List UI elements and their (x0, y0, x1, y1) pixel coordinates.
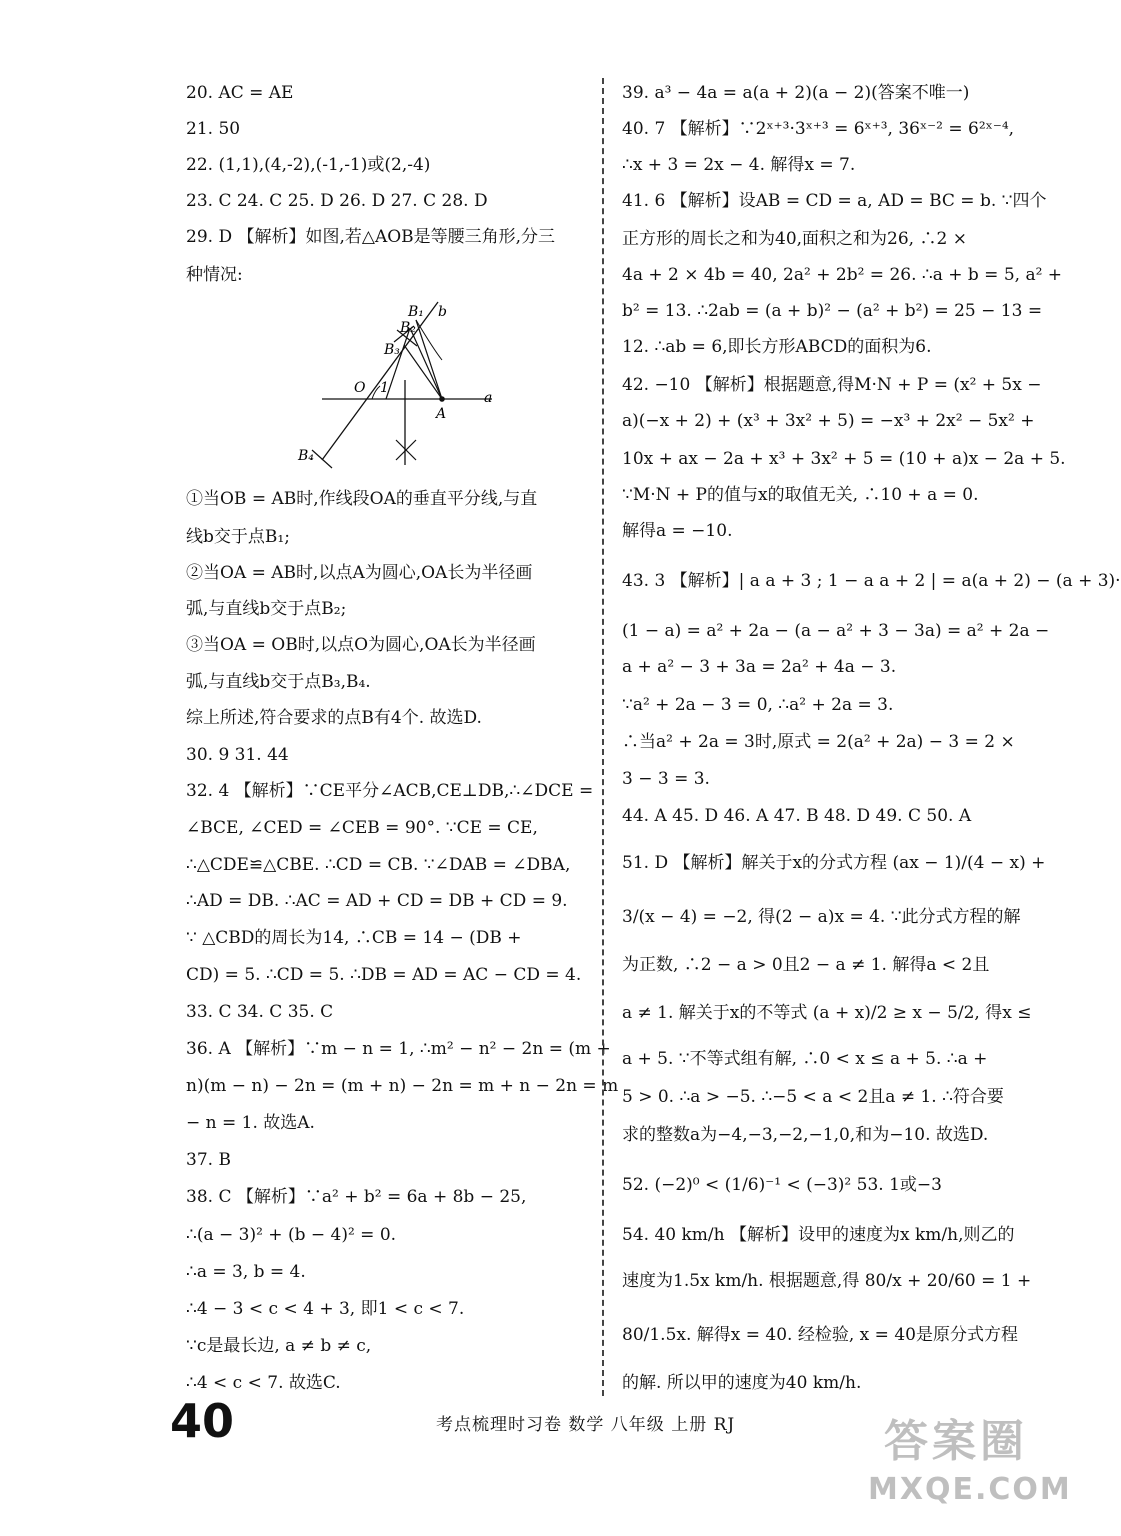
figure-label: A (436, 406, 447, 422)
answer-line: 为正数, ∴2 − a > 0且2 − a ≠ 1. 解得a < 2且 (622, 955, 990, 975)
figure-label: 1 (380, 380, 389, 396)
answer-line: ∵c是最长边, a ≠ b ≠ c, (186, 1336, 372, 1356)
answer-line: 43. 3 【解析】| a a + 3 ; 1 − a a + 2 | = a(a + 2) − (a + 3)· (622, 571, 1121, 591)
answer-line: ②当OA = AB时,以点A为圆心,OA长为半径画 (186, 563, 533, 583)
answer-line: 4a + 2 × 4b = 40, 2a² + 2b² = 26. ∴a + b = 5, a² + (622, 265, 1063, 285)
answer-line: 种情况: (186, 265, 243, 285)
watermark-url: MXQE.COM (868, 1472, 1072, 1507)
answer-line: 速度为1.5x km/h. 根据题意,得 80/x + 20/60 = 1 + (622, 1271, 1032, 1291)
answer-line: b² = 13. ∴2ab = (a + b)² − (a² + b²) = 25 − 13 = (622, 301, 1043, 321)
answer-line: 41. 6 【解析】设AB = CD = a, AD = BC = b. ∵四个 (622, 191, 1047, 211)
answer-line: 36. A 【解析】∵m − n = 1, ∴m² − n² − 2n = (m + (186, 1039, 611, 1059)
answer-line: ∴4 < c < 7. 故选C. (186, 1373, 341, 1393)
answer-line: 29. D 【解析】如图,若△AOB是等腰三角形,分三 (186, 227, 556, 247)
answer-line: ∵a² + 2a − 3 = 0, ∴a² + 2a = 3. (622, 695, 894, 715)
answer-line: 20. AC = AE (186, 83, 294, 103)
column-divider (602, 78, 604, 1396)
answer-line: 37. B (186, 1150, 231, 1170)
answer-line: 综上所述,符合要求的点B有4个. 故选D. (186, 708, 482, 728)
answer-line: − n = 1. 故选A. (186, 1113, 315, 1133)
footer-text: 考点梳理时习卷 数学 八年级 上册 RJ (436, 1415, 736, 1435)
answer-line: 21. 50 (186, 119, 241, 139)
answer-line: 弧,与直线b交于点B₃,B₄. (186, 672, 371, 692)
answer-line: ①当OB = AB时,作线段OA的垂直平分线,与直 (186, 489, 538, 509)
answer-line: 解得a = −10. (622, 521, 733, 541)
answer-line: CD) = 5. ∴CD = 5. ∴DB = AD = AC − CD = 4. (186, 965, 582, 985)
figure-label: a (484, 390, 493, 406)
answer-line: a + 5. ∵不等式组有解, ∴0 < x ≤ a + 5. ∴a + (622, 1049, 988, 1069)
answer-line: a)(−x + 2) + (x³ + 3x² + 5) = −x³ + 2x² − 5x² + (622, 411, 1035, 431)
answer-line: 的解. 所以甲的速度为40 km/h. (622, 1373, 862, 1393)
figure-label: B₄ (298, 448, 314, 464)
answer-line: a ≠ 1. 解关于x的不等式 (a + x)/2 ≥ x − 5/2, 得x ≤ (622, 1003, 1032, 1023)
page-number: 40 (170, 1394, 235, 1448)
figure-label: B₁ (408, 304, 424, 320)
answer-line: 52. (−2)⁰ < (1/6)⁻¹ < (−3)² 53. 1或−3 (622, 1175, 942, 1195)
answer-line: 23. C 24. C 25. D 26. D 27. C 28. D (186, 191, 488, 211)
answer-line: 3/(x − 4) = −2, 得(2 − a)x = 4. ∵此分式方程的解 (622, 907, 1021, 927)
answer-line: 54. 40 km/h 【解析】设甲的速度为x km/h,则乙的 (622, 1225, 1015, 1245)
geometry-figure (292, 290, 512, 480)
answer-line: ∴当a² + 2a = 3时,原式 = 2(a² + 2a) − 3 = 2 × (622, 732, 1015, 752)
answer-line: ∴x + 3 = 2x − 4. 解得x = 7. (622, 155, 856, 175)
answer-line: ∠BCE, ∠CED = ∠CEB = 90°. ∵CE = CE, (186, 818, 538, 838)
answer-line: 40. 7 【解析】∵2ˣ⁺³·3ˣ⁺³ = 6ˣ⁺³, 36ˣ⁻² = 6²ˣ⁻⁴, (622, 119, 1015, 139)
answer-line: 求的整数a为−4,−3,−2,−1,0,和为−10. 故选D. (622, 1125, 989, 1145)
figure-label: b (438, 304, 447, 320)
answer-line: 10x + ax − 2a + x³ + 3x² + 5 = (10 + a)x − 2a + 5. (622, 449, 1066, 469)
answer-line: 51. D 【解析】解关于x的分式方程 (ax − 1)/(4 − x) + (622, 853, 1046, 873)
answer-line: ③当OA = OB时,以点O为圆心,OA长为半径画 (186, 635, 536, 655)
answer-line: 30. 9 31. 44 (186, 745, 289, 765)
answer-line: ∴(a − 3)² + (b − 4)² = 0. (186, 1225, 397, 1245)
answer-line: 5 > 0. ∴a > −5. ∴−5 < a < 2且a ≠ 1. ∴符合要 (622, 1087, 1004, 1107)
answer-line: ∵ △CBD的周长为14, ∴CB = 14 − (DB + (186, 928, 522, 948)
answer-line: ∴AD = DB. ∴AC = AD + CD = DB + CD = 9. (186, 891, 568, 911)
answer-line: 正方形的周长之和为40,面积之和为26, ∴2 × (622, 229, 967, 249)
answer-line: 32. 4 【解析】∵CE平分∠ACB,CE⊥DB,∴∠DCE = (186, 781, 594, 801)
answer-line: a + a² − 3 + 3a = 2a² + 4a − 3. (622, 657, 897, 677)
answer-line: 弧,与直线b交于点B₂; (186, 599, 347, 619)
answer-line: n)(m − n) − 2n = (m + n) − 2n = m + n − 2n = m (186, 1076, 619, 1096)
answer-line: ∴4 − 3 < c < 4 + 3, 即1 < c < 7. (186, 1299, 465, 1319)
answer-line: ∴a = 3, b = 4. (186, 1262, 306, 1282)
figure-label: O (354, 380, 366, 396)
answer-line: 80/1.5x. 解得x = 40. 经检验, x = 40是原分式方程 (622, 1325, 1018, 1345)
answer-line: 33. C 34. C 35. C (186, 1002, 334, 1022)
answer-line: 3 − 3 = 3. (622, 769, 710, 789)
watermark-logo (868, 1414, 1072, 1510)
figure-label: B₃ (384, 342, 400, 358)
answer-line: 22. (1,1),(4,-2),(-1,-1)或(2,-4) (186, 155, 431, 175)
answer-line: 12. ∴ab = 6,即长方形ABCD的面积为6. (622, 337, 932, 357)
answer-line: (1 − a) = a² + 2a − (a − a² + 3 − 3a) = a² + 2a − (622, 621, 1050, 641)
answer-line: ∵M·N + P的值与x的取值无关, ∴10 + a = 0. (622, 485, 979, 505)
answer-line: 44. A 45. D 46. A 47. B 48. D 49. C 50. A (622, 806, 972, 826)
answer-line: ∴△CDE≌△CBE. ∴CD = CB. ∵∠DAB = ∠DBA, (186, 855, 571, 875)
answer-line: 线b交于点B₁; (186, 527, 290, 547)
figure-label: B₂ (400, 320, 416, 336)
answer-line: 39. a³ − 4a = a(a + 2)(a − 2)(答案不唯一) (622, 83, 970, 103)
watermark-title: 答案圈 (884, 1416, 1028, 1467)
answer-line: 42. −10 【解析】根据题意,得M·N + P = (x² + 5x − (622, 375, 1042, 395)
answer-line: 38. C 【解析】∵a² + b² = 6a + 8b − 25, (186, 1187, 527, 1207)
